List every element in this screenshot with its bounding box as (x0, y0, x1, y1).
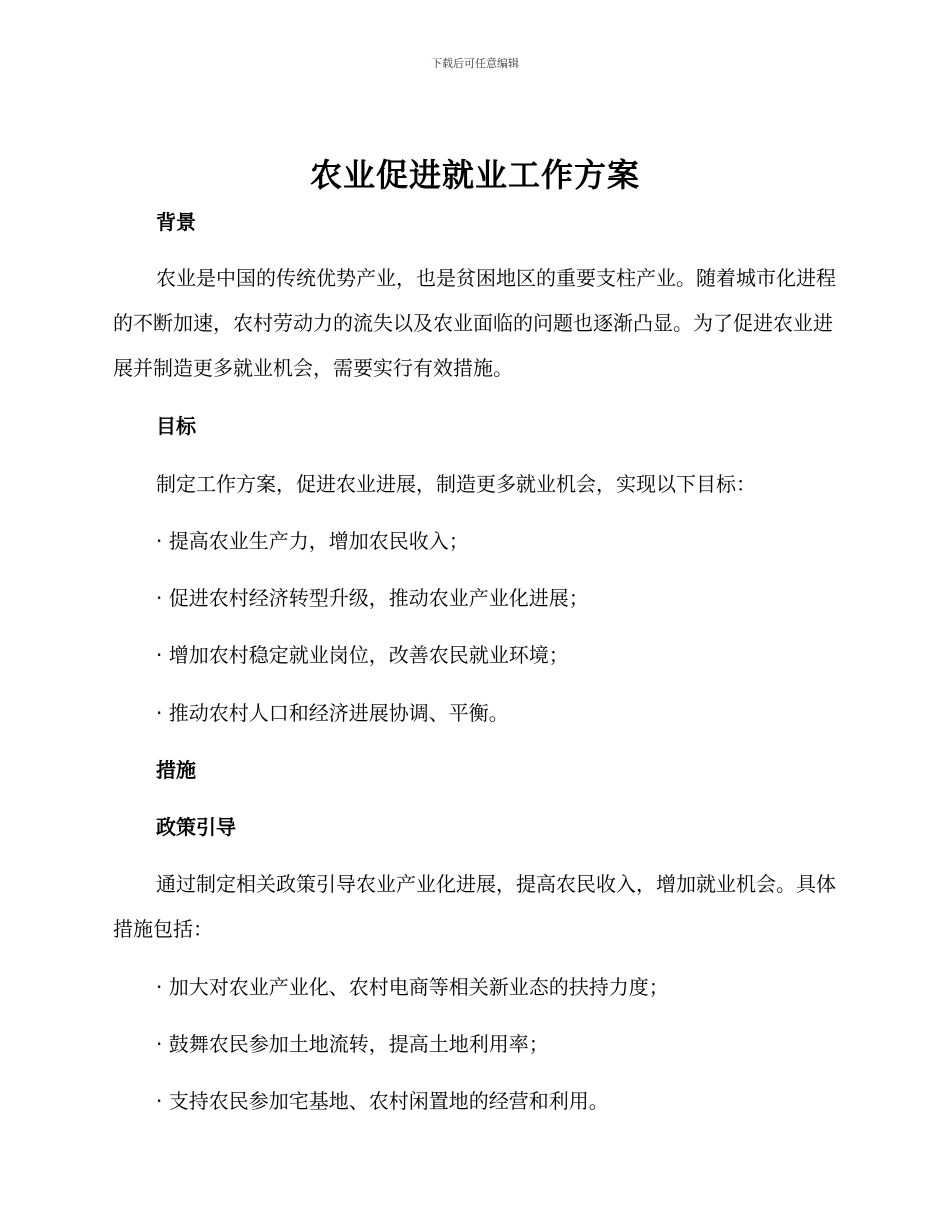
page-header: 下载后可任意编辑 (431, 57, 519, 70)
background-paragraph: 农业是中国的传统优势产业，也是贫困地区的重要支柱产业。随着城市化进程的不断加速，农村劳动力的流失以及农业面临的问题也逐渐凸显。为了促进农业进展并制造更多就业机会，需要实行有效措施。 (113, 266, 836, 380)
section-heading-measures: 措施 (156, 758, 196, 782)
goal-list-item: · 增加农村稳定就业岗位，改善农民就业环境； (156, 643, 569, 667)
policy-list-item: · 支持农民参加宅基地、农村闲置地的经营和利用。 (156, 1089, 609, 1113)
subsection-heading-policy: 政策引导 (156, 815, 236, 839)
goal-list-item: · 提高农业生产力，增加农民收入； (156, 529, 469, 553)
section-heading-goal: 目标 (156, 414, 196, 438)
policy-paragraph: 通过制定相关政策引导农业产业化进展，提高农民收入，增加就业机会。具体措施包括： (113, 872, 836, 941)
document-title: 农业促进就业工作方案 (309, 156, 640, 194)
section-heading-background: 背景 (156, 210, 196, 234)
policy-list-item: · 鼓舞农民参加土地流转，提高土地利用率； (156, 1032, 549, 1056)
goal-list-item: · 推动农村人口和经济进展协调、平衡。 (156, 701, 509, 725)
goal-list-item: · 促进农村经济转型升级，推动农业产业化进展； (156, 586, 589, 610)
policy-list-item: · 加大对农业产业化、农村电商等相关新业态的扶持力度； (156, 975, 669, 999)
goal-intro: 制定工作方案，促进农业进展，制造更多就业机会，实现以下目标： (156, 472, 756, 496)
